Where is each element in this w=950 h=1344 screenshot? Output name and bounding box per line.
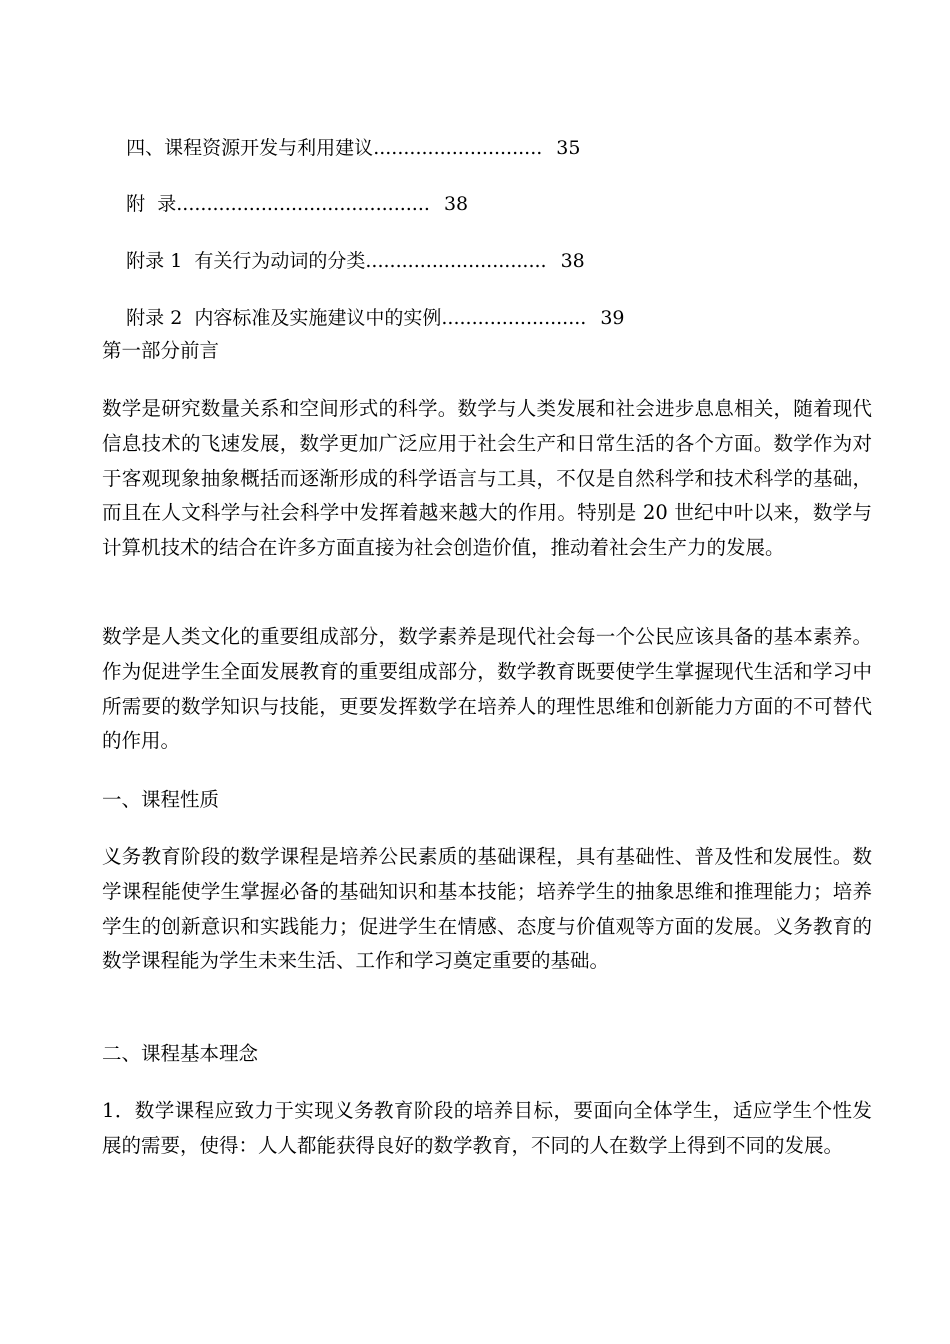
toc-entry-dots: ..............................: [365, 250, 547, 272]
toc-entry-page: 39: [600, 307, 625, 329]
toc-entry-page: 35: [556, 137, 581, 159]
part-title: 第一部分前言: [102, 339, 220, 362]
section-heading: 二、课程基本理念: [102, 1042, 259, 1065]
toc-entry-title: 附录 2 内容标准及实施建议中的实例: [126, 307, 442, 329]
intro-paragraph: 数学是人类文化的重要组成部分，数学素养是现代社会每一个公民应该具备的基本素养。作为促进学生全面发展教育的重要组成部分，数学教育既要使学生掌握现代生活和学习中所需要的数学知识与技能，更要发挥数学在培养人的理性思维和创新能力方面的不可替代的作用。: [102, 625, 872, 753]
intro-paragraph: 数学是研究数量关系和空间形式的科学。数学与人类发展和社会进步息息相关，随着现代信息技术的飞速发展，数学更加广泛应用于社会生产和日常生活的各个方面。数学作为对于客观现象抽象概括而逐渐形成的科学语言与工具，不仅是自然科学和技术科学的基础，而且在人文科学与社会科学中发挥着越来越大的作用。特别是 20 世纪中叶以来，数学与计算机技术的结合在许多方面直接为社会创造价值，推动着社会生产力的发展。: [102, 397, 872, 560]
toc-entry-dots: ..........................................: [176, 193, 430, 215]
toc-entry-title: 附录 1 有关行为动词的分类: [126, 250, 366, 272]
toc-entry-title: 附 录: [126, 193, 177, 215]
section-heading: 一、课程性质: [102, 788, 220, 811]
section-paragraph: 1．数学课程应致力于实现义务教育阶段的培养目标，要面向全体学生，适应学生个性发展的需要，使得：人人都能获得良好的数学教育，不同的人在数学上得到不同的发展。: [102, 1099, 872, 1157]
toc-entry-title: 四、课程资源开发与利用建议: [126, 137, 374, 159]
toc-entry-dots: ............................: [373, 137, 543, 159]
toc-entry-dots: ........................: [441, 307, 587, 329]
section-paragraph: 义务教育阶段的数学课程是培养公民素质的基础课程，具有基础性、普及性和发展性。数学课程能使学生掌握必备的基础知识和基本技能；培养学生的抽象思维和推理能力；培养学生的创新意识和实践能力；促进学生在情感、态度与价值观等方面的发展。义务教育的数学课程能为学生未来生活、工作和学习奠定重要的基础。: [102, 845, 872, 973]
toc-entry-page: 38: [443, 193, 469, 215]
toc-entry-page: 38: [560, 250, 585, 272]
